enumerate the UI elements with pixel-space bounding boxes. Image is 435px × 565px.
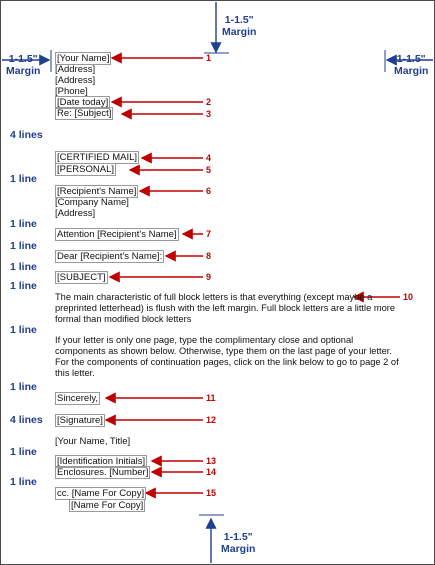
right-margin-label — [394, 53, 428, 77]
top-margin-label — [222, 14, 256, 38]
date-field: [Date today] — [57, 97, 109, 108]
gap-label-4-lines-signature: 4 lines — [10, 414, 43, 426]
attention-line: Attention [Recipient's Name] — [57, 229, 177, 240]
top-margin-word: Margin — [222, 26, 257, 38]
gap-label-after-name-title: 1 line — [10, 446, 37, 458]
left-margin-size: 1-1.5" — [8, 53, 38, 65]
body-paragraph-2: If your letter is only one page, type the complimentary close and optional components as shown below. Otherwise, type them on the last page of your letter. For the components of continuation pages, click on the link below to go to page 2 of this letter. — [55, 335, 399, 378]
gap-label-after-address: 1 line — [10, 218, 37, 230]
gap-label-after-salutation: 1 line — [10, 261, 37, 273]
callout-number-8: 8 — [206, 251, 212, 261]
callout-number-7: 7 — [206, 229, 212, 239]
body-paragraph-1: The main characteristic of full block letters is that everything (except maybe a preprinted letterhead) is flush with the left margin. Full block letters are a little more formal than modified block letters — [55, 292, 396, 324]
enclosures-field: Enclosures. [Number] — [57, 467, 149, 478]
name-title-field: [Your Name, Title] — [55, 436, 131, 447]
callout-number-4: 4 — [206, 153, 212, 163]
gap-label-after-subject: 1 line — [10, 280, 37, 292]
certified-mail-field: [CERTIFIED MAIL] — [57, 152, 138, 163]
signature-field: [Signature] — [57, 415, 103, 426]
your-name-field: [Your Name] — [57, 53, 110, 64]
callout-number-14: 14 — [206, 467, 217, 477]
complimentary-close: Sincerely, — [57, 393, 99, 404]
callout-number-13: 13 — [206, 456, 217, 466]
callout-number-12: 12 — [206, 415, 217, 425]
recipient-name-field: [Recipient's Name] — [57, 186, 137, 197]
gap-label-between-paragraphs: 1 line — [10, 324, 37, 336]
address-line-2: [Address] — [55, 75, 96, 86]
gap-label-after-enclosures: 1 line — [10, 476, 37, 488]
bottom-margin-label — [221, 531, 255, 555]
personal-field: [PERSONAL] — [57, 164, 115, 175]
callout-number-9: 9 — [206, 272, 212, 282]
left-margin-word: Margin — [6, 65, 41, 77]
recipient-address-field: [Address] — [55, 208, 96, 219]
company-name-field: [Company Name] — [55, 197, 129, 208]
gap-label-after-attention: 1 line — [10, 240, 37, 252]
callout-number-5: 5 — [206, 165, 212, 175]
address-line-1: [Address] — [55, 64, 96, 75]
gap-label-4-lines-heading: 4 lines — [10, 129, 43, 141]
callout-number-10: 10 — [403, 292, 414, 302]
left-margin-label — [6, 53, 40, 77]
re-subject-field: Re: [Subject] — [57, 108, 112, 119]
right-margin-word: Margin — [394, 65, 429, 77]
identification-initials-field: [Identification Initials] — [57, 456, 146, 467]
bottom-margin-word: Margin — [221, 543, 256, 555]
callout-number-3: 3 — [206, 109, 212, 119]
gap-label-after-personal: 1 line — [10, 173, 37, 185]
right-margin-size: 1-1.5" — [396, 53, 426, 65]
callout-number-2: 2 — [206, 97, 212, 107]
cc-line-2: [Name For Copy] — [71, 500, 144, 511]
top-margin-size: 1-1.5" — [224, 14, 254, 26]
callout-number-6: 6 — [206, 186, 212, 196]
cc-line-1: cc. [Name For Copy] — [57, 488, 145, 499]
callout-number-11: 11 — [206, 393, 216, 403]
gap-label-after-body: 1 line — [10, 381, 37, 393]
phone-field: [Phone] — [55, 86, 88, 97]
salutation-line: Dear [Recipient's Name]: — [57, 251, 163, 262]
callout-number-1: 1 — [206, 53, 212, 63]
bottom-margin-size: 1-1.5" — [223, 531, 253, 543]
callout-number-15: 15 — [206, 488, 217, 498]
subject-line: [SUBJECT] — [57, 272, 106, 283]
